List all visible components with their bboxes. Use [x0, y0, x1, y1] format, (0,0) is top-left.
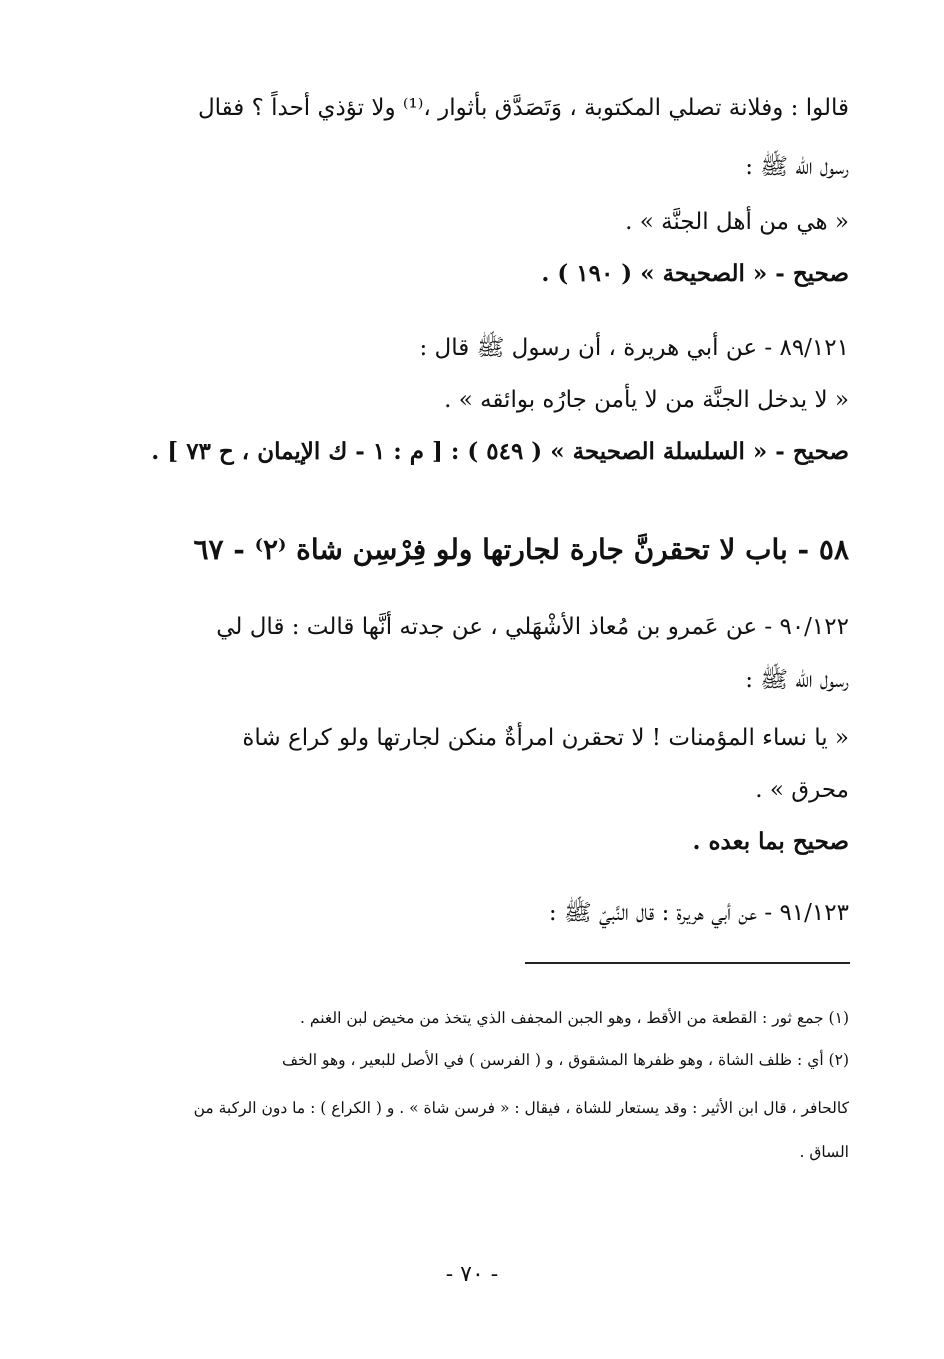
hadith-text: « يا نساء المؤمنات ! لا تحقرن امرأةٌ منكن لجارتها ولو كراع شاة — [242, 725, 849, 751]
text-line: قالوا : وفلانة تصلي المكتوبة ، وَتَصَدَّق بأثوار ،⁽¹⁾ ولا تؤذي أحداً ؟ فقال — [197, 95, 849, 121]
hadith-text: « لا يدخل الجنَّة من لا يأمن جارُه بوائقه » . — [444, 387, 849, 413]
hadith-text: محرق » . — [755, 777, 849, 803]
hadith-intro: ٩٠/١٢٢ - عن عَمرو بن مُعاذ الأشْهَلي ، عن جدته أنَّها قالت : قال لي — [216, 614, 849, 640]
grading-line: صحيح - « الصحيحة » ( ١٩٠ ) . — [541, 260, 849, 287]
footnote-line: (١) جمع ثور : القطعة من الأقط ، وهو الجبن المجفف الذي يتخذ من مخيض لبن الغنم . — [300, 1009, 849, 1027]
hadith-text: « هي من أهل الجنَّة » . — [625, 209, 849, 235]
page-number: - ٧٠ - — [445, 1262, 499, 1287]
grading-line: صحيح بما بعده . — [692, 828, 849, 855]
chapter-heading: ٥٨ - باب لا تحقرنَّ جارة لجارتها ولو فِرْسِن شاة ⁽٢⁾ - ٦٧ — [193, 533, 849, 566]
hadith-intro: ٨٩/١٢١ - عن أبي هريرة ، أن رسول ﷺ قال : — [419, 335, 849, 361]
text-line: رسول الله ﷺ : — [745, 154, 849, 180]
footnote-line: كالحافر ، قال ابن الأثير : وقد يستعار للشاة ، فيقال : « فرسن شاة » . و ( الكراع ) : ما دون الركبة من — [193, 1099, 849, 1117]
text-line: رسول الله ﷺ : — [745, 667, 849, 693]
grading-line: صحيح - « السلسلة الصحيحة » ( ٥٤٩ ) : [ م : ١ - ك الإيمان ، ح ٧٣ ] . — [151, 438, 849, 465]
footnote-line: الساق . — [799, 1143, 849, 1161]
hadith-intro: ٩١/١٢٣ - عن أبي هريرة : قال النَّبيّ ﷺ : — [548, 900, 849, 926]
footnote-separator — [525, 962, 850, 964]
footnote-line: (٢) أي : ظلف الشاة ، وهو ظفرها المشقوق ، و ( الفرسن ) في الأصل للبعير ، وهو الخف — [281, 1051, 849, 1069]
